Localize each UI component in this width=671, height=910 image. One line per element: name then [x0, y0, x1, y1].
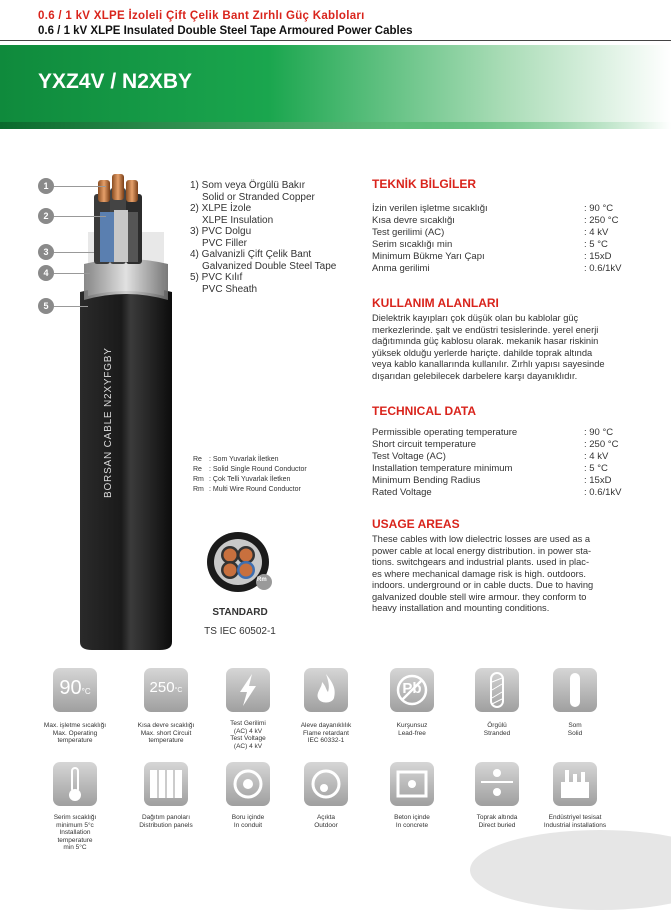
paragraph-line: galvanized double stell wire armour. they conform to	[372, 591, 587, 602]
model-name: YXZ4V / N2XBY	[38, 70, 193, 93]
spec-row: Installation temperature minimum : 5 °C	[372, 463, 608, 474]
standard-title: STANDARD	[212, 607, 268, 618]
icon-caption: Test Gerilimi (AC) 4 kV Test Voltage (AC) 4 kV	[230, 720, 266, 750]
technical-heading: TECHNICAL DATA	[372, 404, 476, 418]
icon-caption: Beton içinde In concrete	[394, 814, 430, 829]
icon-caption: Kurşunsuz Lead-free	[396, 722, 428, 737]
layer-descriptions	[190, 180, 336, 295]
usage-paragraph	[372, 534, 662, 615]
note-row: Re : Som Yuvarlak İletken	[193, 456, 279, 463]
layer-leader-line	[54, 186, 106, 187]
paragraph-line: dışarıdan gelebilecek darbelere karşı dayanıklıdır.	[372, 370, 578, 381]
outdoor-icon	[304, 762, 348, 806]
icon-caption: Aleve dayanıklılık Flame retardant IEC 60332-1	[300, 722, 352, 744]
industrial-installation-icon	[553, 762, 597, 806]
spec-row: Test Voltage (AC) : 4 kV	[372, 451, 609, 462]
icon-caption: Som Solid	[567, 722, 583, 737]
paragraph-line: yüksek olduğu yerlerde hariçte. dahilde toprak altında	[372, 347, 593, 358]
paragraph-line: merkezlerinde. şalt ve endüstri tesislerinde. yerel enerji	[372, 324, 599, 335]
paragraph-line: power cable at local energy distribution. in power sta-	[372, 545, 592, 556]
kullanim-paragraph	[372, 313, 662, 382]
paragraph-line: Dielektrik kayıpları çok düşük olan bu kablolar güç	[372, 313, 579, 323]
feature-icons-row-2	[0, 762, 671, 862]
layer-text: 2) XLPE İzole	[190, 203, 252, 214]
title-turkish: 0.6 / 1 kV XLPE İzoleli Çift Çelik Bant Zırhlı Güç Kabloları	[38, 10, 365, 22]
icon-caption: Açıkta Outdoor	[314, 814, 338, 829]
spec-row: Rated Voltage : 0.6/1kV	[372, 487, 622, 498]
solid-conductor-icon	[553, 668, 597, 712]
title-band-shadow	[0, 122, 671, 129]
icon-caption: Toprak altında Direct buried	[476, 814, 518, 829]
icon-glyph: 250°C	[149, 679, 183, 696]
layer-text: PVC Sheath	[202, 283, 258, 295]
layer-marker-3: 3	[38, 244, 54, 260]
standard-value: TS IEC 60502-1	[204, 626, 276, 637]
stranded-conductor-icon	[475, 668, 519, 712]
layer-leader-line	[54, 306, 88, 307]
title-english: 0.6 / 1 kV XLPE Insulated Double Steel Tape Armoured Power Cables	[38, 25, 413, 37]
icon-glyph: 90°C	[59, 677, 91, 699]
feature-icons-row-1	[0, 668, 671, 758]
layer-marker-5: 5	[38, 298, 54, 314]
note-row: Re : Solid Single Round Conductor	[193, 466, 307, 473]
icon-caption: Örgülü Stranded	[483, 722, 511, 737]
paragraph-line: tions. switchgears and industrial plants. used in plac-	[372, 557, 590, 567]
concrete-icon	[390, 762, 434, 806]
temperature-90-icon	[53, 668, 97, 712]
teknik-heading: TEKNİK BİLGİLER	[372, 177, 476, 191]
temperature-250-icon	[144, 668, 188, 712]
kullanim-heading: KULLANIM ALANLARI	[372, 296, 499, 310]
spec-row: Minimum Bending Radius : 15xD	[372, 475, 612, 486]
icon-caption: Kısa devre sıcaklığı Max. short Circuit temperature	[137, 722, 195, 744]
note-row: Rm : Multi Wire Round Conductor	[193, 486, 301, 493]
icon-caption: Max. işletme sıcaklığı Max. Operating temperature	[43, 722, 107, 744]
icon-caption: Dağıtım panoları Distribution panels	[139, 814, 193, 829]
spec-row: Kısa devre sıcaklığı : 250 °C	[372, 215, 619, 226]
icon-caption: Serim sıcaklığı minimum 5°c Installation temperature min 5°C	[53, 814, 97, 851]
rm-badge: Rm	[257, 577, 267, 583]
note-row: Rm : Çok Telli Yuvarlak İletken	[193, 476, 291, 483]
distribution-panel-icon	[144, 762, 188, 806]
technical-table	[372, 427, 662, 499]
spec-row: Minimum Bükme Yarı Çapı : 15xD	[372, 251, 612, 262]
flame-icon	[304, 668, 348, 712]
layer-text: 4) Galvanizli Çift Çelik Bant	[190, 249, 312, 260]
layer-text: 1) Som veya Örgülü Bakır	[190, 180, 306, 191]
header-divider	[0, 40, 671, 41]
layer-text: XLPE Insulation	[202, 214, 274, 226]
paragraph-line: es where mechanical damage risk is high. outdoors.	[372, 568, 586, 579]
spec-row: Test gerilimi (AC) : 4 kV	[372, 227, 609, 238]
paragraph-line: indoors. underground or in cable ducts. Due to having	[372, 580, 594, 590]
layer-text: 3) PVC Dolgu	[190, 226, 252, 237]
conduit-icon	[226, 762, 270, 806]
layer-marker-2: 2	[38, 208, 54, 224]
cable-print-text: BORSAN CABLE N2XYFGBY	[103, 347, 114, 498]
spec-row: Short circuit temperature : 250 °C	[372, 439, 619, 450]
spec-row: Anma gerilimi : 0.6/1kV	[372, 263, 622, 274]
cable-cross-section	[202, 530, 280, 596]
paragraph-line: veya kablo kanallarında kullanılır. Zırhlı yapısı sayesinde	[372, 359, 605, 369]
layer-marker-4: 4	[38, 265, 54, 281]
lightning-icon	[226, 668, 270, 712]
layer-text: PVC Filler	[202, 237, 248, 249]
layer-marker-1: 1	[38, 178, 54, 194]
direct-buried-icon	[475, 762, 519, 806]
icon-caption: Endüstriyel tesisat Industrial installations	[543, 814, 607, 829]
thermometer-icon	[53, 762, 97, 806]
spec-row: İzin verilen işletme sıcaklığı : 90 °C	[372, 203, 614, 214]
layer-text: Solid or Stranded Copper	[202, 191, 315, 203]
paragraph-line: heavy installation and mounting conditions.	[372, 603, 550, 613]
paragraph-line: These cables with low dielectric losses are used as a	[372, 534, 591, 544]
layer-leader-line	[54, 252, 94, 253]
icon-caption: Boru içinde In conduit	[231, 814, 265, 829]
layer-leader-line	[54, 216, 106, 217]
layer-text: 5) PVC Kılıf	[190, 272, 243, 283]
layer-text: Galvanized Double Steel Tape	[202, 260, 337, 272]
usage-heading: USAGE AREAS	[372, 517, 460, 531]
conductor-notes	[193, 455, 307, 495]
lead-free-icon: Pb	[390, 668, 434, 712]
paragraph-line: dağıtımında güç kablosu olarak. mekanik hasar riskinin	[372, 336, 599, 346]
teknik-table	[372, 203, 662, 275]
layer-leader-line	[54, 273, 90, 274]
spec-row: Permissible operating temperature : 90 °C	[372, 427, 614, 438]
spec-row: Serim sıcaklığı min : 5 °C	[372, 239, 608, 250]
